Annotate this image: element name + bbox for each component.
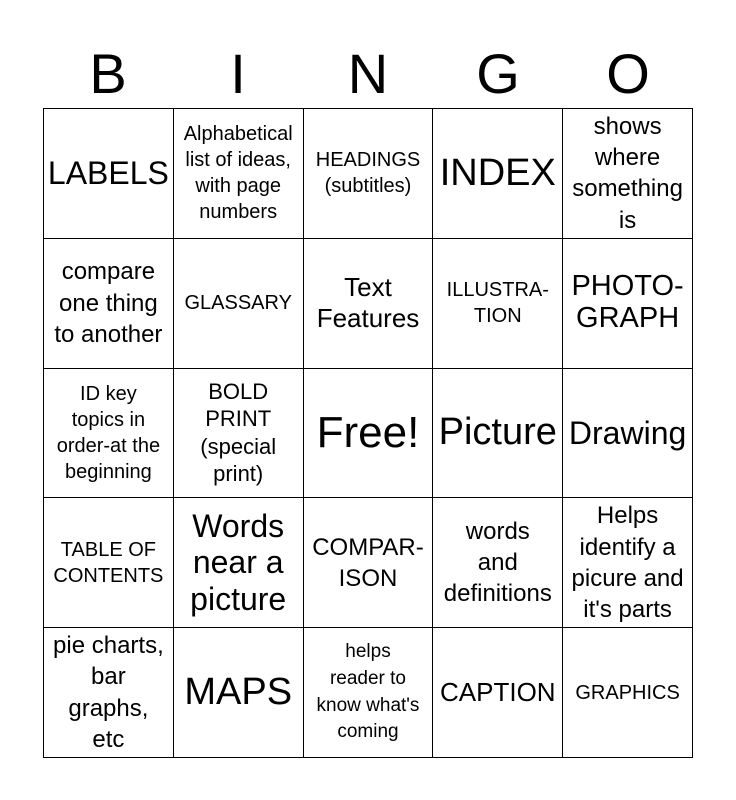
cell-text: helps reader to know what's coming [316,641,420,743]
bingo-cell-r1-c5 [563,109,693,239]
bingo-cell-r4-c5 [563,498,693,628]
bingo-cell-r2-c1 [44,239,174,369]
bingo-cell-r4-c3 [304,498,434,628]
bingo-cell-r5-c3 [304,628,434,758]
bingo-cell-r4-c1 [44,498,174,628]
bingo-cell-r5-c5 [563,628,693,758]
cell-text: Words near a picture [190,507,287,618]
bingo-cell-r1-c1 [44,109,174,239]
header-letter-o: O [606,42,650,105]
cell-text: CAPTION [440,677,556,707]
bingo-cell-r3-c3 [304,369,434,499]
cell-text: Helps identify a picure and it's parts [571,502,684,623]
cell-text: GRAPHICS [575,681,680,704]
header-letter-g: G [476,42,520,105]
cell-text: Drawing [568,414,687,451]
bingo-cell-r1-c2 [174,109,304,239]
bingo-cell-r1-c3 [304,109,434,239]
header-letter-i: I [230,42,246,105]
cell-text: INDEX [439,151,556,194]
bingo-card-grid [43,108,693,758]
bingo-cell-r2-c3 [304,239,434,369]
cell-text: Picture [438,411,557,454]
cell-text: ILLUSTRA- TION [446,279,549,328]
cell-text: BOLD PRINT (special print) [200,378,277,487]
bingo-cell-r2-c5 [563,239,693,369]
bingo-cell-r2-c4 [433,239,563,369]
bingo-cell-r5-c1 [44,628,174,758]
cell-text: TABLE OF CONTENTS [53,538,164,587]
cell-text free-space: Free! [316,407,420,457]
header-letter-n: N [347,42,389,105]
bingo-cell-r3-c2 [174,369,304,499]
header-letter-b: B [89,42,127,105]
cell-text: words and definitions [443,518,552,608]
cell-text: shows where something is [572,113,683,234]
cell-text: compare one thing to another [54,258,163,348]
bingo-cell-r3-c1 [44,369,174,499]
cell-text: HEADINGS (subtitles) [315,149,421,198]
bingo-cell-r2-c2 [174,239,304,369]
cell-text: LABELS [47,155,169,191]
cell-text: pie charts, bar graphs, etc [53,632,164,753]
bingo-cell-r1-c4 [433,109,563,239]
cell-text: Alphabetical list of ideas, with page numbers [183,123,293,224]
bingo-cell-r3-c5 [563,369,693,499]
cell-text: PHOTO- GRAPH [571,270,684,335]
cell-text: ID key topics in order-at the beginning [56,382,161,483]
bingo-header [43,40,693,108]
bingo-cell-r3-c4 [433,369,563,499]
bingo-cell-r5-c2 [174,628,304,758]
cell-text: MAPS [184,670,293,713]
cell-text: COMPAR- ISON [312,533,424,592]
bingo-cell-r4-c2 [174,498,304,628]
bingo-cell-r4-c4 [433,498,563,628]
bingo-cell-r5-c4 [433,628,563,758]
cell-text: Text Features [316,272,420,334]
cell-text: GLASSARY [184,292,292,315]
